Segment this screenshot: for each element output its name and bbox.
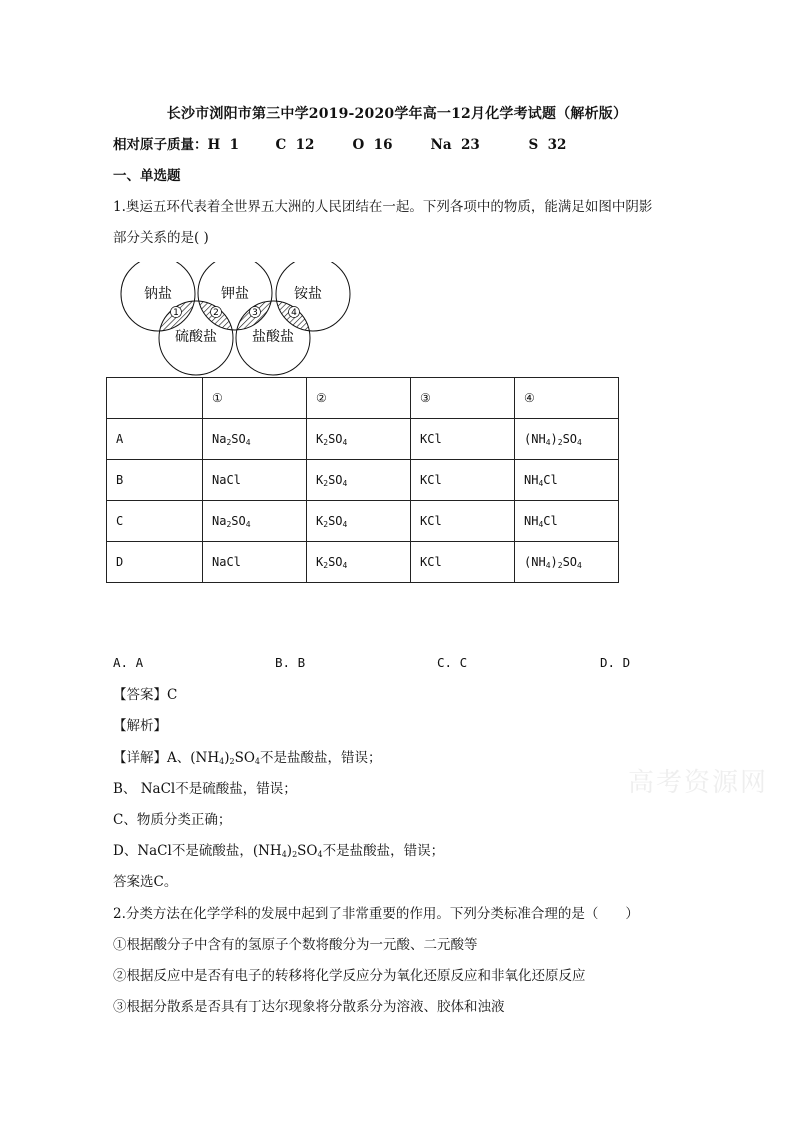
analysis-label: 【解析】 — [113, 718, 167, 734]
detail-line-4: D、NaCl不是硫酸盐，$(NH_4)_2SO_4$不是盐酸盐，错误； — [113, 843, 445, 859]
choice-c: C. C — [437, 655, 468, 670]
table-cell: ③ — [411, 378, 515, 419]
table-cell: KCl — [411, 501, 515, 542]
table-cell: D — [107, 542, 203, 583]
table-cell: B — [107, 460, 203, 501]
detail-line-3: C、物质分类正确； — [113, 812, 232, 828]
choice-a: A. A — [113, 655, 144, 670]
table-cell: $K_2SO_4$ — [307, 542, 411, 583]
table-cell: $K_2SO_4$ — [307, 460, 411, 501]
page-title: 长沙市浏阳市第三中学2019-2020学年高一12月化学考试题（解析版） — [166, 106, 628, 122]
table-cell: KCl — [411, 460, 515, 501]
table-cell: ① — [203, 378, 307, 419]
question-1-stem-line-2: 部分关系的是( ) — [113, 230, 209, 246]
atomic-mass-item: H 1 — [207, 137, 240, 153]
table-cell: ② — [307, 378, 411, 419]
question-2-item-2: ②根据反应中是否有电子的转移将化学反应分为氧化还原反应和非氧化还原反应 — [113, 968, 586, 984]
label-ammonium-salt: 铵盐 — [294, 286, 322, 302]
table-cell: A — [107, 419, 203, 460]
question-2-stem: 2.分类方法在化学学科的发展中起到了非常重要的作用。下列分类标准合理的是（ ） — [113, 906, 639, 922]
question-2-item-3: ③根据分散系是否具有丁达尔现象将分散系分为溶液、胶体和浊液 — [113, 999, 505, 1015]
label-sodium-salt: 钠盐 — [144, 286, 172, 302]
options-table — [106, 377, 619, 583]
table-cell: NaCl — [203, 542, 307, 583]
label-sulfate: 硫酸盐 — [175, 329, 217, 345]
table-cell: $K_2SO_4$ — [307, 419, 411, 460]
answer-line: 【答案】C — [113, 687, 178, 703]
detail-line-1: 【详解】A、$(NH_4)_2SO_4$不是盐酸盐，错误； — [113, 750, 382, 766]
atomic-mass-item: O 16 — [352, 137, 393, 153]
mark-4: 4 — [291, 308, 297, 318]
atomic-mass-item: C 12 — [275, 137, 315, 153]
table-header-row — [107, 378, 619, 419]
table-cell: $(NH_4)_2SO_4$ — [515, 419, 619, 460]
label-chloride: 盐酸盐 — [252, 329, 294, 345]
question-2-item-1: ①根据酸分子中含有的氢原子个数将酸分为一元酸、二元酸等 — [113, 937, 478, 953]
atomic-mass-item: Na 23 — [430, 137, 480, 153]
table-cell: $NH_4Cl$ — [515, 460, 619, 501]
atomic-mass-label: 相对原子质量： — [113, 137, 208, 153]
table-cell: $NH_4Cl$ — [515, 501, 619, 542]
table-cell: ④ — [515, 378, 619, 419]
rings-diagram — [118, 262, 358, 380]
watermark: 高考资源网 — [628, 768, 769, 798]
table-cell: NaCl — [203, 460, 307, 501]
mark-3: 3 — [252, 308, 258, 318]
label-potassium-salt: 钾盐 — [221, 286, 249, 302]
mark-2: 2 — [213, 308, 219, 318]
choice-b: B. B — [275, 655, 306, 670]
table-cell: $K_2SO_4$ — [307, 501, 411, 542]
table-row — [107, 419, 619, 460]
mark-1: 1 — [173, 308, 179, 318]
detail-line-2: B、 NaCl不是硫酸盐，错误； — [113, 781, 297, 797]
atomic-mass-line — [113, 135, 566, 155]
section-heading: 一、单选题 — [113, 168, 181, 184]
table-cell: C — [107, 501, 203, 542]
question-1-stem-line-1: 1.奥运五环代表着全世界五大洲的人民团结在一起。下列各项中的物质，能满足如图中阴影 — [113, 199, 653, 215]
atomic-mass-item: S 32 — [528, 137, 567, 153]
choice-d: D. D — [600, 655, 631, 670]
answer-choices — [113, 655, 673, 673]
table-cell: $(NH_4)_2SO_4$ — [515, 542, 619, 583]
table-cell: $Na_2SO_4$ — [203, 419, 307, 460]
table-row — [107, 460, 619, 501]
table-cell: $Na_2SO_4$ — [203, 501, 307, 542]
table-cell — [107, 378, 203, 419]
table-row — [107, 542, 619, 583]
table-row — [107, 501, 619, 542]
table-cell: KCl — [411, 542, 515, 583]
table-cell: KCl — [411, 419, 515, 460]
conclusion-line: 答案选C。 — [113, 874, 178, 890]
